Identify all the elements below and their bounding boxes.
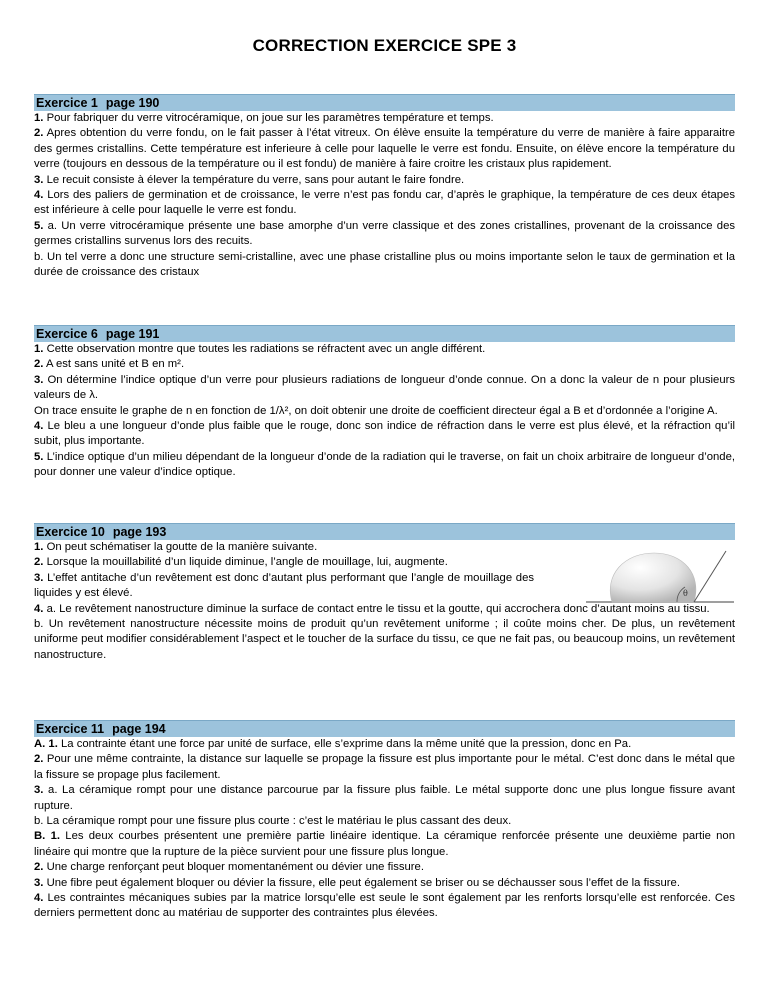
page-title: CORRECTION EXERCICE SPE 3 bbox=[252, 36, 517, 55]
section-page: page 191 bbox=[105, 327, 160, 341]
list-item: On trace ensuite le graphe de n en fonction de 1/λ², on doit obtenir une droite de coefficient directeur égal a B et d’ordonnée a l’origine A. bbox=[34, 404, 718, 417]
list-item: 3. a. La céramique rompt pour une distance parcourue par la fissure plus faible. Le métal supporte donc une plus longue fissure avant rupture. bbox=[34, 784, 735, 812]
water-drop-diagram bbox=[584, 535, 734, 615]
list-item: b. La céramique rompt pour une fissure plus courte : c’est le matériau le plus cassant des deux. bbox=[34, 815, 512, 828]
section-exercice-11 bbox=[34, 720, 735, 922]
list-item: 4. Le bleu a une longueur d’onde plus faible que le rouge, donc son indice de réfraction dans le verre est plus élevé, et la réfraction qu’il subit, plus importante. bbox=[34, 420, 735, 448]
list-item: b. Un revêtement nanostructure nécessite moins de produit qu’un revêtement uniforme ; il coûte moins cher. De plus, un revêtement uniforme peut modifier considérablement l’aspect et le toucher de la surface du tissu, ce que ne fait pas, ou beaucoup moins, un revêtement nanostructure. bbox=[34, 618, 735, 661]
list-item: 3. On détermine l’indice optique d’un verre pour plusieurs radiations de longueur d’onde connue. On a donc la valeur de n pour plusieurs valeurs de λ. bbox=[34, 373, 736, 402]
list-item: 1. Pour fabriquer du verre vitrocéramique, on joue sur les paramètres température et temps. bbox=[34, 112, 494, 124]
list-item: 4. Lors des paliers de germination et de croissance, le verre n’est pas fondu car, d’après le graphique, la température de ces deux étapes est inférieure à celle pour laquelle le verre est fondu. bbox=[34, 189, 735, 217]
document-page bbox=[34, 0, 736, 920]
list-item: 4. a. Le revêtement nanostructure diminue la surface de contact entre le tissu et la goutte, qui accrochera donc d’autant moins au tissu. bbox=[34, 602, 710, 615]
section-header bbox=[34, 94, 735, 111]
list-item: 2. A est sans unité et B en m². bbox=[34, 358, 185, 371]
list-item: A. 1. La contrainte étant une force par unité de surface, elle s’exprime dans la même unité que la pression, donc en Pa. bbox=[34, 738, 632, 750]
section-exercice-1 bbox=[34, 94, 735, 280]
list-item: 1. On peut schématiser la goutte de la manière suivante. bbox=[34, 541, 318, 553]
list-item: 5. a. Un verre vitrocéramique présente une base amorphe d’un verre classique et des zones cristallines, provenant de la croissance des germes cristallins survenus lors des recuits. bbox=[34, 219, 735, 248]
section-heading: Exercice 11 bbox=[36, 722, 105, 736]
section-page: page 193 bbox=[112, 525, 167, 539]
section-page: page 194 bbox=[112, 722, 166, 736]
section-exercice-6 bbox=[34, 325, 735, 481]
section-heading: Exercice 1 bbox=[36, 96, 98, 110]
section-header bbox=[34, 325, 735, 342]
list-item: 2. Pour une même contrainte, la distance sur laquelle se propage la fissure est plus importante pour le métal. C’est donc dans le métal que la fissure se propage plus facilement. bbox=[34, 753, 735, 781]
angle-label: θ bbox=[683, 589, 688, 598]
tangent-line bbox=[694, 551, 726, 602]
list-item: 5. L’indice optique d’un milieu dépendant de la longueur d’onde de la radiation qui le traverse, on fait un choix arbitraire de longueur d’onde, pour donner une valeur d’indice optique. bbox=[34, 450, 735, 479]
section-page: page 190 bbox=[105, 96, 160, 110]
section-header bbox=[34, 720, 735, 737]
list-item: 2. Apres obtention du verre fondu, on le fait passer à l’état vitreux. On élève ensuite la température du verre de manière à faire apparaitre des germes cristallins. Cette température est inferieure à celle pour laquelle le verre est fondu. Ensuite, on élève encore la température du verre (toujours en dessous de la température ou il est fondu) de manière à faire croitre les cristaux plus rapidement. bbox=[34, 127, 735, 171]
list-item: 3. L’effet antitache d’un revêtement est donc d’autant plus performant que l’angle de mouillage des liquides y est élevé. bbox=[34, 571, 534, 600]
list-item: 1. Cette observation montre que toutes les radiations se réfractent avec un angle différent. bbox=[34, 343, 486, 355]
list-item: 3. Une fibre peut également bloquer ou dévier la fissure, elle peut également se briser ou se déchausser sous l’effet de la fissure. bbox=[34, 876, 680, 889]
section-heading: Exercice 10 bbox=[36, 525, 105, 539]
list-item: B. 1. Les deux courbes présentent une première partie linéaire identique. La céramique renforcée présente une deuxième partie non linéaire qui montre que la rupture de la pièce survient pour une fissure plus longue. bbox=[34, 830, 736, 858]
list-item: 4. Les contraintes mécaniques subies par la matrice lorsqu’elle est seule le sont également par les renforts lorsqu’elle est renforcée. Ces derniers permettent donc au matériau de supporter des contraintes plus élevées. bbox=[34, 892, 735, 920]
list-item: 3. Le recuit consiste à élever la température du verre, sans pour autant le faire fondre. bbox=[34, 173, 465, 186]
section-exercice-10 bbox=[34, 523, 735, 663]
section-heading: Exercice 6 bbox=[36, 327, 98, 341]
list-item: b. Un tel verre a donc une structure semi-cristalline, avec une phase cristalline plus ou moins importante selon le taux de germination et la durée de croissance des cristaux bbox=[34, 250, 735, 279]
list-item: 2. Lorsque la mouillabilité d’un liquide diminue, l’angle de mouillage, lui, augmente. bbox=[34, 556, 448, 569]
list-item: 2. Une charge renforçant peut bloquer momentanément ou dévier une fissure. bbox=[34, 861, 424, 874]
